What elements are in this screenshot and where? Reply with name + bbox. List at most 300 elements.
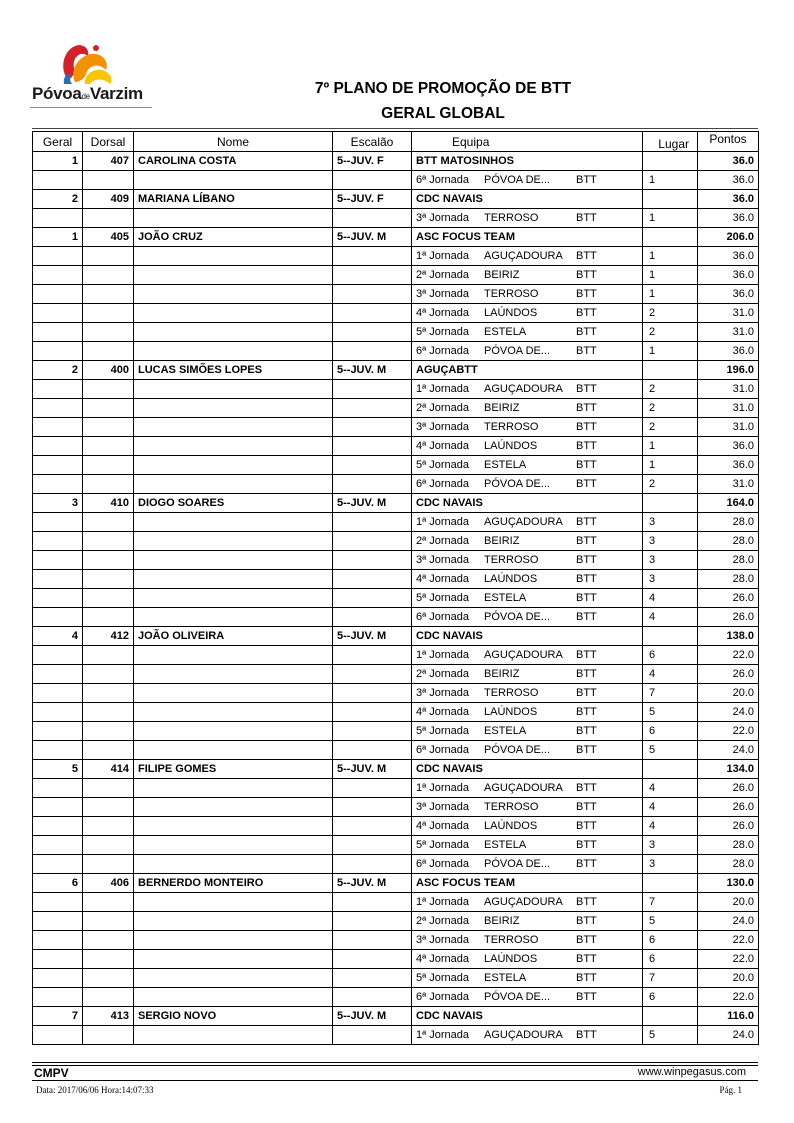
cell-empty [33,608,83,627]
cell-empty [83,893,134,912]
col-header-equipa: Equipa [412,132,643,152]
cell-empty [333,703,412,722]
cell-nome: JOÃO CRUZ [134,228,333,247]
cell-empty [83,418,134,437]
jornada-tipo: BTT [576,744,597,756]
cell-lugar: 4 [643,589,698,608]
cell-empty [134,456,333,475]
cell-escalao: 5--JUV. M [333,627,412,646]
jornada-label: 3ª Jornada [416,687,469,699]
cell-geral: 2 [33,361,83,380]
cell-dorsal: 407 [83,152,134,171]
cell-empty [134,817,333,836]
cell-empty [333,247,412,266]
col-header-pontos: Pontos [698,132,759,152]
cell-empty [333,779,412,798]
jornada-local: ESTELA [484,459,527,471]
cell-lugar: 3 [643,855,698,874]
jornada-detail [416,969,638,987]
cell-dorsal: 412 [83,627,134,646]
col-header-dorsal: Dorsal [83,132,134,152]
table-row [33,874,759,893]
table-subrow [33,1026,759,1045]
cell-empty [83,380,134,399]
cell-pontos: 28.0 [698,836,759,855]
cell-lugar [643,1007,698,1026]
jornada-tipo: BTT [576,402,597,414]
table-subrow [33,418,759,437]
jornada-local: AGUÇADOURA [484,782,563,794]
jornada-detail [416,589,638,607]
table-subrow [33,171,759,190]
cell-pontos: 206.0 [698,228,759,247]
table-row [33,494,759,513]
cell-empty [83,475,134,494]
cell-equipa: BTT MATOSINHOS [412,152,643,171]
cell-geral: 2 [33,190,83,209]
cell-empty [33,247,83,266]
cell-jornada [412,513,643,532]
cell-empty [33,950,83,969]
jornada-local: PÓVOA DE... [484,345,551,357]
cell-empty [333,342,412,361]
jornada-local: BEIRIZ [484,535,520,547]
cell-empty [333,646,412,665]
cell-lugar: 1 [643,171,698,190]
cell-jornada [412,608,643,627]
jornada-label: 4ª Jornada [416,706,469,718]
jornada-label: 3ª Jornada [416,212,469,224]
cell-lugar: 4 [643,817,698,836]
jornada-detail [416,988,638,1006]
cell-empty [33,418,83,437]
cell-pontos: 116.0 [698,1007,759,1026]
cell-jornada [412,817,643,836]
jornada-label: 4ª Jornada [416,307,469,319]
cell-jornada [412,247,643,266]
cell-empty [134,1026,333,1045]
cell-empty [134,551,333,570]
jornada-label: 6ª Jornada [416,858,469,870]
jornada-detail [416,209,638,227]
jornada-detail [416,684,638,702]
cell-equipa: CDC NAVAIS [412,494,643,513]
cell-jornada [412,171,643,190]
cell-empty [83,912,134,931]
cell-pontos: 31.0 [698,380,759,399]
cell-pontos: 36.0 [698,285,759,304]
jornada-local: AGUÇADOURA [484,649,563,661]
jornada-local: AGUÇADOURA [484,896,563,908]
cell-empty [333,969,412,988]
jornada-local: LAÚNDOS [484,706,538,718]
cell-empty [134,988,333,1007]
cell-lugar: 6 [643,988,698,1007]
cell-empty [134,665,333,684]
jornada-local: BEIRIZ [484,402,520,414]
cell-equipa: CDC NAVAIS [412,627,643,646]
footer-divider-bottom [32,1080,758,1081]
cell-empty [33,513,83,532]
cell-empty [134,418,333,437]
table-row [33,190,759,209]
jornada-local: TERROSO [484,801,539,813]
cell-jornada [412,969,643,988]
cell-equipa: CDC NAVAIS [412,1007,643,1026]
cell-empty [33,437,83,456]
jornada-tipo: BTT [576,839,597,851]
cell-pontos: 22.0 [698,988,759,1007]
cell-empty [134,912,333,931]
jornada-tipo: BTT [576,250,597,262]
jornada-tipo: BTT [576,611,597,623]
jornada-label: 1ª Jornada [416,383,469,395]
cell-pontos: 22.0 [698,646,759,665]
jornada-local: LAÚNDOS [484,953,538,965]
cell-jornada [412,342,643,361]
cell-pontos: 36.0 [698,266,759,285]
cell-empty [134,209,333,228]
cell-geral: 7 [33,1007,83,1026]
jornada-detail [416,171,638,189]
cell-pontos: 22.0 [698,722,759,741]
cell-empty [33,1026,83,1045]
cell-nome: CAROLINA COSTA [134,152,333,171]
table-row [33,1007,759,1026]
cell-empty [333,570,412,589]
cell-equipa: AGUÇABTT [412,361,643,380]
cell-pontos: 26.0 [698,779,759,798]
cell-jornada [412,456,643,475]
cell-pontos: 26.0 [698,608,759,627]
cell-empty [33,893,83,912]
cell-empty [83,722,134,741]
jornada-label: 1ª Jornada [416,1029,469,1041]
cell-empty [333,513,412,532]
table-subrow [33,532,759,551]
jornada-tipo: BTT [576,478,597,490]
cell-empty [83,741,134,760]
cell-jornada [412,950,643,969]
cell-empty [33,912,83,931]
jornada-local: BEIRIZ [484,915,520,927]
header-divider [32,128,758,129]
jornada-detail [416,741,638,759]
footer-page: Pág. 1 [719,1085,742,1095]
cell-empty [83,551,134,570]
jornada-detail [416,779,638,797]
cell-empty [83,570,134,589]
cell-empty [333,475,412,494]
jornada-tipo: BTT [576,345,597,357]
cell-lugar [643,152,698,171]
jornada-local: PÓVOA DE... [484,611,551,623]
cell-empty [83,285,134,304]
jornada-tipo: BTT [576,326,597,338]
logo-wordmark: PóvoadeVarzim [32,84,143,103]
jornada-detail [416,665,638,683]
jornada-local: BEIRIZ [484,668,520,680]
cell-empty [134,247,333,266]
cell-lugar [643,361,698,380]
cell-lugar: 5 [643,741,698,760]
cell-nome: BERNERDO MONTEIRO [134,874,333,893]
cell-empty [333,171,412,190]
cell-empty [134,437,333,456]
cell-pontos: 28.0 [698,570,759,589]
cell-pontos: 36.0 [698,437,759,456]
jornada-tipo: BTT [576,554,597,566]
jornada-tipo: BTT [576,725,597,737]
cell-empty [333,456,412,475]
cell-geral: 5 [33,760,83,779]
cell-empty [33,665,83,684]
jornada-detail [416,475,638,493]
table-subrow [33,969,759,988]
jornada-tipo: BTT [576,288,597,300]
jornada-label: 2ª Jornada [416,915,469,927]
jornada-detail [416,266,638,284]
cell-pontos: 196.0 [698,361,759,380]
table-subrow [33,950,759,969]
jornada-local: BEIRIZ [484,269,520,281]
cell-empty [333,304,412,323]
cell-empty [83,456,134,475]
jornada-tipo: BTT [576,440,597,452]
cell-empty [83,836,134,855]
cell-empty [83,209,134,228]
cell-lugar: 2 [643,304,698,323]
jornada-detail [416,247,638,265]
cell-nome: FILIPE GOMES [134,760,333,779]
cell-empty [33,779,83,798]
cell-geral: 3 [33,494,83,513]
jornada-detail [416,912,638,930]
cell-jornada [412,418,643,437]
cell-lugar [643,494,698,513]
jornada-local: PÓVOA DE... [484,744,551,756]
table-subrow [33,513,759,532]
jornada-tipo: BTT [576,706,597,718]
cell-empty [33,931,83,950]
cell-empty [83,703,134,722]
cell-empty [333,589,412,608]
cell-empty [333,817,412,836]
cell-empty [33,855,83,874]
jornada-local: AGUÇADOURA [484,383,563,395]
cell-pontos: 36.0 [698,171,759,190]
jornada-local: PÓVOA DE... [484,858,551,870]
jornada-label: 5ª Jornada [416,972,469,984]
jornada-label: 4ª Jornada [416,573,469,585]
cell-jornada [412,399,643,418]
col-header-nome: Nome [134,132,333,152]
cell-geral: 4 [33,627,83,646]
jornada-label: 3ª Jornada [416,934,469,946]
jornada-label: 3ª Jornada [416,421,469,433]
jornada-label: 6ª Jornada [416,744,469,756]
table-subrow [33,323,759,342]
cell-empty [83,399,134,418]
cell-empty [333,209,412,228]
cell-empty [134,475,333,494]
cell-lugar: 7 [643,969,698,988]
jornada-local: LAÚNDOS [484,307,538,319]
jornada-tipo: BTT [576,668,597,680]
jornada-detail [416,893,638,911]
cell-lugar: 4 [643,608,698,627]
jornada-local: LAÚNDOS [484,820,538,832]
cell-empty [83,1026,134,1045]
cell-dorsal: 413 [83,1007,134,1026]
jornada-label: 3ª Jornada [416,801,469,813]
cell-pontos: 24.0 [698,741,759,760]
cell-escalao: 5--JUV. M [333,760,412,779]
cell-pontos: 36.0 [698,342,759,361]
jornada-local: TERROSO [484,934,539,946]
table-subrow [33,741,759,760]
jornada-tipo: BTT [576,383,597,395]
cell-empty [333,988,412,1007]
cell-empty [134,285,333,304]
jornada-tipo: BTT [576,592,597,604]
table-subrow [33,665,759,684]
table-subrow [33,836,759,855]
cell-empty [134,798,333,817]
cell-jornada [412,931,643,950]
cell-escalao: 5--JUV. M [333,1007,412,1026]
cell-empty [333,399,412,418]
cell-dorsal: 409 [83,190,134,209]
jornada-tipo: BTT [576,174,597,186]
table-subrow [33,247,759,266]
jornada-tipo: BTT [576,516,597,528]
cell-jornada [412,722,643,741]
cell-empty [333,551,412,570]
table-subrow [33,399,759,418]
jornada-detail [416,513,638,531]
table-subrow [33,912,759,931]
cell-pontos: 26.0 [698,665,759,684]
cell-empty [83,950,134,969]
cell-empty [333,418,412,437]
cell-pontos: 28.0 [698,532,759,551]
jornada-detail [416,608,638,626]
cell-lugar: 4 [643,798,698,817]
cell-empty [333,266,412,285]
cell-empty [134,304,333,323]
table-subrow [33,551,759,570]
cell-equipa: CDC NAVAIS [412,190,643,209]
cell-dorsal: 414 [83,760,134,779]
cell-lugar [643,228,698,247]
cell-pontos: 31.0 [698,304,759,323]
cell-pontos: 26.0 [698,817,759,836]
results-table [32,131,759,1045]
jornada-local: AGUÇADOURA [484,1029,563,1041]
cell-lugar: 1 [643,266,698,285]
table-row [33,627,759,646]
cell-empty [33,741,83,760]
cell-pontos: 26.0 [698,798,759,817]
jornada-local: PÓVOA DE... [484,991,551,1003]
cell-empty [33,475,83,494]
cell-jornada [412,836,643,855]
cell-pontos: 134.0 [698,760,759,779]
cell-pontos: 20.0 [698,969,759,988]
jornada-tipo: BTT [576,307,597,319]
table-subrow [33,304,759,323]
table-subrow [33,684,759,703]
cell-lugar: 6 [643,950,698,969]
cell-lugar: 2 [643,323,698,342]
cell-empty [333,741,412,760]
table-subrow [33,475,759,494]
jornada-tipo: BTT [576,896,597,908]
cell-pontos: 36.0 [698,190,759,209]
cell-geral: 1 [33,152,83,171]
cell-empty [134,399,333,418]
table-subrow [33,988,759,1007]
cell-empty [333,608,412,627]
jornada-label: 1ª Jornada [416,649,469,661]
cell-empty [333,285,412,304]
cell-empty [33,969,83,988]
cell-pontos: 20.0 [698,893,759,912]
jornada-detail [416,285,638,303]
table-subrow [33,456,759,475]
cell-equipa: ASC FOCUS TEAM [412,228,643,247]
jornada-detail [416,836,638,854]
cell-lugar: 3 [643,551,698,570]
jornada-tipo: BTT [576,269,597,281]
jornada-detail [416,304,638,322]
jornada-tipo: BTT [576,858,597,870]
cell-jornada [412,551,643,570]
cell-empty [83,779,134,798]
cell-empty [33,798,83,817]
jornada-detail [416,646,638,664]
cell-empty [333,1026,412,1045]
cell-empty [83,437,134,456]
cell-pontos: 26.0 [698,589,759,608]
cell-geral: 1 [33,228,83,247]
table-subrow [33,931,759,950]
jornada-label: 2ª Jornada [416,535,469,547]
cell-nome: SERGIO NOVO [134,1007,333,1026]
cell-empty [134,608,333,627]
cell-pontos: 36.0 [698,247,759,266]
jornada-local: TERROSO [484,687,539,699]
cell-dorsal: 405 [83,228,134,247]
cell-empty [134,171,333,190]
jornada-local: PÓVOA DE... [484,174,551,186]
cell-empty [134,266,333,285]
cell-pontos: 130.0 [698,874,759,893]
cell-lugar [643,874,698,893]
cell-jornada [412,209,643,228]
cell-jornada [412,798,643,817]
cell-jornada [412,589,643,608]
cell-empty [33,836,83,855]
cell-empty [333,380,412,399]
cell-empty [333,532,412,551]
cell-empty [134,646,333,665]
cell-empty [83,646,134,665]
table-subrow [33,798,759,817]
table-subrow [33,380,759,399]
table-subrow [33,266,759,285]
